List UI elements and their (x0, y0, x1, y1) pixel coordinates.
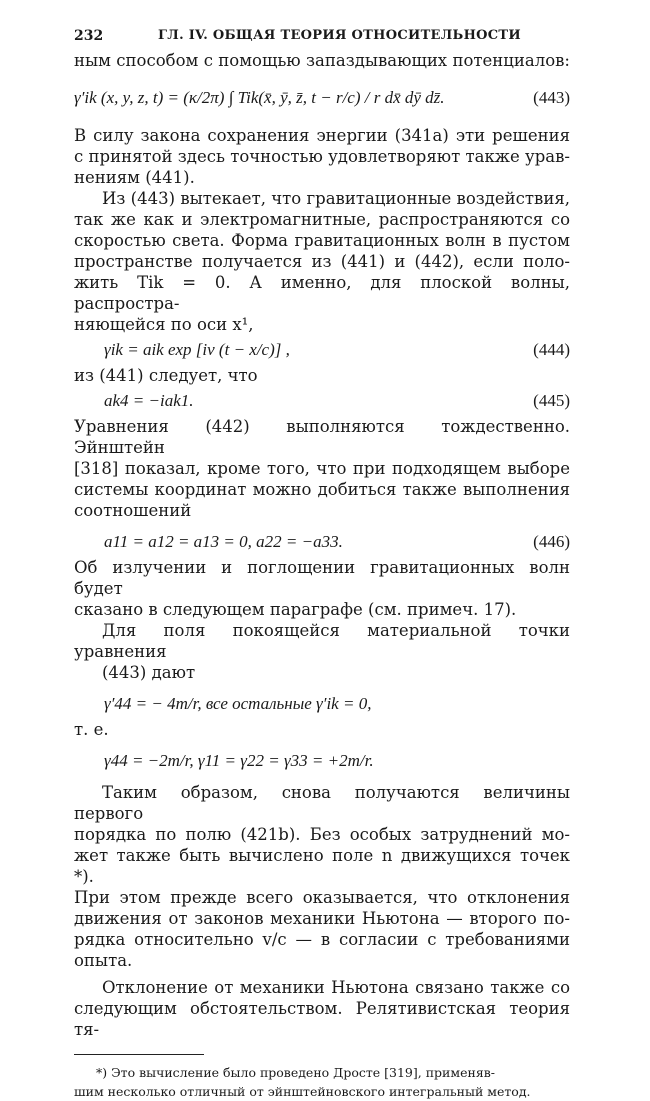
equation-number: (445) (533, 391, 570, 410)
text-line: Из (443) вытекает, что гравитационные воздействия, (102, 189, 570, 208)
text-line: рядка относительно v/c — в согласии с требованиями (74, 930, 570, 949)
text-line: Таким образом, снова получаются величины первого (74, 783, 570, 823)
text-line: (443) дают (102, 663, 196, 682)
equation-expression: ak4 = −iak1. (104, 391, 194, 410)
equation-number: (443) (533, 88, 570, 107)
text-line: ным способом с помощью запаздывающих потенциалов: (74, 51, 570, 70)
text-line: При этом прежде всего оказывается, что отклонения (74, 888, 570, 907)
text-line: Для поля покоящейся материальной точки уравнения (74, 621, 570, 661)
text-line: следующим обстоятельством. Релятивистская теория тя- (74, 999, 570, 1039)
text-line: Уравнения (442) выполняются тождественно. Эйнштейн (74, 417, 570, 457)
equation-number: (446) (533, 532, 570, 551)
text-line: нениям (441). (74, 168, 195, 187)
text-line: с принятой здесь точностью удовлетворяют также урав- (74, 147, 570, 166)
equation-expression: γik = aik exp [iν (t − x/c)] , (104, 340, 290, 359)
text-line: движения от законов механики Ньютона — второго по- (74, 909, 570, 928)
text-line: так же как и электромагнитные, распространяются со (74, 210, 570, 229)
text-line: из (441) следует, что (74, 366, 258, 385)
text-line: скоростью света. Форма гравитационных волн в пустом (74, 231, 570, 250)
equation-444 (74, 335, 570, 365)
text-line: т. е. (74, 720, 109, 739)
equation-expression: γ′ik (x, y, z, t) = (κ/2π) ∫ Tik(x̄, ȳ, z̄, t − r/c) / r dx̄ dȳ dz̄. (74, 88, 445, 107)
text-line: Отклонение от механики Ньютона связано также со (102, 978, 570, 997)
equation-443 (74, 75, 570, 125)
text-line: жить Tik = 0. А именно, для плоской волны, распростра- (74, 273, 570, 313)
equation-gamma (74, 746, 570, 776)
page (74, 24, 570, 1101)
running-header (74, 24, 570, 50)
text-line: [318] показал, кроме того, что при подходящем выборе (74, 459, 570, 478)
text-line: сказано в следующем параграфе (см. примеч. 17). (74, 600, 517, 619)
equation-445 (74, 386, 570, 416)
text-line: пространстве получается из (441) и (442), если поло- (74, 252, 570, 271)
footnote-line: шим несколько отличный от эйнштейновского интегральный метод. (74, 1084, 531, 1099)
text-line: В силу закона сохранения энергии (341а) эти решения (74, 126, 570, 145)
equation-446 (74, 527, 570, 557)
text-line: опыта. (74, 951, 133, 970)
chapter-title: ГЛ. IV. ОБЩАЯ ТЕОРИЯ ОТНОСИТЕЛЬНОСТИ (158, 28, 521, 43)
page-number: 232 (74, 28, 104, 44)
text-line: Об излучении и поглощении гравитационных волн будет (74, 558, 570, 598)
equation-expression: a11 = a12 = a13 = 0, a22 = −a33. (104, 532, 343, 551)
text-line: порядка по полю (421b). Без особых затруднений мо- (74, 825, 570, 844)
text-line: системы координат можно добиться также выполнения (74, 480, 570, 499)
text-line: няющейся по оси x¹, (74, 315, 254, 334)
footnote-line: *) Это вычисление было проведено Дросте [319], применяв- (96, 1065, 495, 1080)
equation-number: (444) (533, 340, 570, 359)
text-line: соотношений (74, 501, 192, 520)
equation-expression: γ′44 = − 4m/r, все остальные γ′ik = 0, (104, 694, 372, 713)
equation-field-point (74, 689, 570, 719)
footnote-rule (74, 1054, 204, 1055)
equation-expression: γ44 = −2m/r, γ11 = γ22 = γ33 = +2m/r. (104, 751, 374, 770)
text-line: жет также быть вычислено поле n движущихся точек *). (74, 846, 570, 886)
